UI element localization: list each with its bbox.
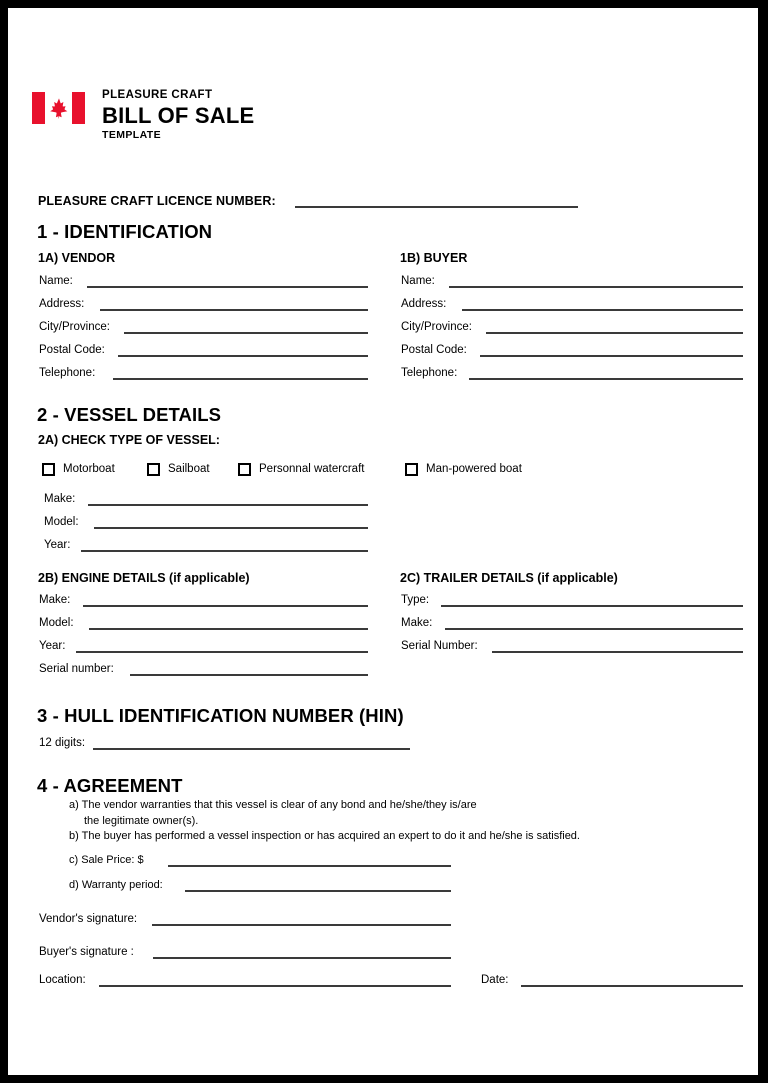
vessel-model-input-line[interactable] [94,527,368,529]
vessel-model-label: Model: [44,516,79,528]
section-2-heading: 2 - VESSEL DETAILS [37,404,222,425]
vendor-name-input-line[interactable] [87,286,368,288]
header-line-2: BILL OF SALE [102,102,255,128]
clause-a-line-2: the legitimate owner(s). [84,815,199,827]
flag-band-left [32,92,45,124]
buyer-telephone-label: Telephone: [401,367,458,379]
maple-leaf-icon [48,97,70,119]
trailer-serial-number-input-line[interactable] [492,651,743,653]
vendor-address-input-line[interactable] [100,309,368,311]
vendor-name-label: Name: [39,275,73,287]
trailer-type-label: Type: [401,594,430,606]
section-1-heading: 1 - IDENTIFICATION [37,221,213,242]
checkbox-man-powered-boat[interactable] [405,463,418,476]
section-4-heading: 4 - AGREEMENT [37,775,183,796]
vendor-city-province-input-line[interactable] [124,332,368,334]
warranty-period-input-line[interactable] [185,890,451,892]
buyer-address-input-line[interactable] [462,309,743,311]
sale-price-input-line[interactable] [168,865,451,867]
document-page [8,8,758,1075]
buyer-heading: 1B) BUYER [400,251,468,265]
vendor-heading: 1A) VENDOR [38,251,116,265]
checkbox-man-powered-boat-label: Man-powered boat [426,463,522,475]
trailer-details-heading: 2C) TRAILER DETAILS (if applicable) [400,571,618,585]
vessel-year-label: Year: [44,539,71,551]
checkbox-sailboat-label: Sailboat [168,463,210,475]
section-3-heading: 3 - HULL IDENTIFICATION NUMBER (HIN) [37,705,404,726]
vendor-telephone-input-line[interactable] [113,378,368,380]
location-input-line[interactable] [99,985,451,987]
vessel-year-input-line[interactable] [81,550,368,552]
vendor-postal-code-input-line[interactable] [118,355,368,357]
buyer-signature-label: Buyer's signature : [39,946,134,958]
trailer-serial-number-label: Serial Number: [401,640,478,652]
hin-digits-input-line[interactable] [93,748,410,750]
vessel-make-label: Make: [44,493,76,505]
vendor-postal-code-label: Postal Code: [39,344,105,356]
flag-band-right [72,92,85,124]
vendor-signature-input-line[interactable] [152,924,451,926]
canadian-flag-icon [32,92,85,124]
hin-digits-label: 12 digits: [39,737,86,749]
location-label: Location: [39,974,86,986]
checkbox-personal-watercraft[interactable] [238,463,251,476]
engine-year-label: Year: [39,640,66,652]
licence-number-label: PLEASURE CRAFT LICENCE NUMBER: [38,194,276,208]
buyer-city-province-input-line[interactable] [486,332,743,334]
engine-serial-number-input-line[interactable] [130,674,368,676]
vendor-city-province-label: City/Province: [39,321,110,333]
buyer-name-input-line[interactable] [449,286,743,288]
title-block [102,90,254,140]
clause-c-sale-price-label: c) Sale Price: $ [69,854,144,866]
vessel-make-input-line[interactable] [88,504,368,506]
trailer-type-input-line[interactable] [441,605,743,607]
header-line-1: PLEASURE CRAFT [102,89,213,101]
clause-d-warranty-period-label: d) Warranty period: [69,879,163,891]
vendor-signature-label: Vendor's signature: [39,913,138,925]
checkbox-personal-watercraft-label: Personnal watercraft [259,463,365,475]
clause-b: b) The buyer has performed a vessel inspection or has acquired an expert to do it and he/she is satisfied. [69,830,580,842]
checkbox-motorboat-label: Motorboat [63,463,115,475]
engine-year-input-line[interactable] [76,651,368,653]
buyer-city-province-label: City/Province: [401,321,472,333]
engine-serial-number-label: Serial number: [39,663,114,675]
buyer-name-label: Name: [401,275,435,287]
buyer-postal-code-label: Postal Code: [401,344,467,356]
vessel-type-heading: 2A) CHECK TYPE OF VESSEL: [38,433,220,447]
date-input-line[interactable] [521,985,743,987]
date-label: Date: [481,974,509,986]
buyer-postal-code-input-line[interactable] [480,355,743,357]
clause-a-line-1: a) The vendor warranties that this vessel is clear of any bond and he/she/they is/are [69,799,477,811]
header-line-3: TEMPLATE [102,128,162,141]
engine-details-heading: 2B) ENGINE DETAILS (if applicable) [38,571,250,585]
engine-model-input-line[interactable] [89,628,368,630]
trailer-make-label: Make: [401,617,433,629]
checkbox-motorboat[interactable] [42,463,55,476]
engine-model-label: Model: [39,617,74,629]
licence-number-input-line[interactable] [295,206,578,208]
engine-make-input-line[interactable] [83,605,368,607]
engine-make-label: Make: [39,594,71,606]
vendor-telephone-label: Telephone: [39,367,96,379]
document-header [32,90,254,140]
trailer-make-input-line[interactable] [445,628,743,630]
checkbox-sailboat[interactable] [147,463,160,476]
buyer-signature-input-line[interactable] [153,957,451,959]
buyer-telephone-input-line[interactable] [469,378,743,380]
buyer-address-label: Address: [401,298,447,310]
vendor-address-label: Address: [39,298,85,310]
